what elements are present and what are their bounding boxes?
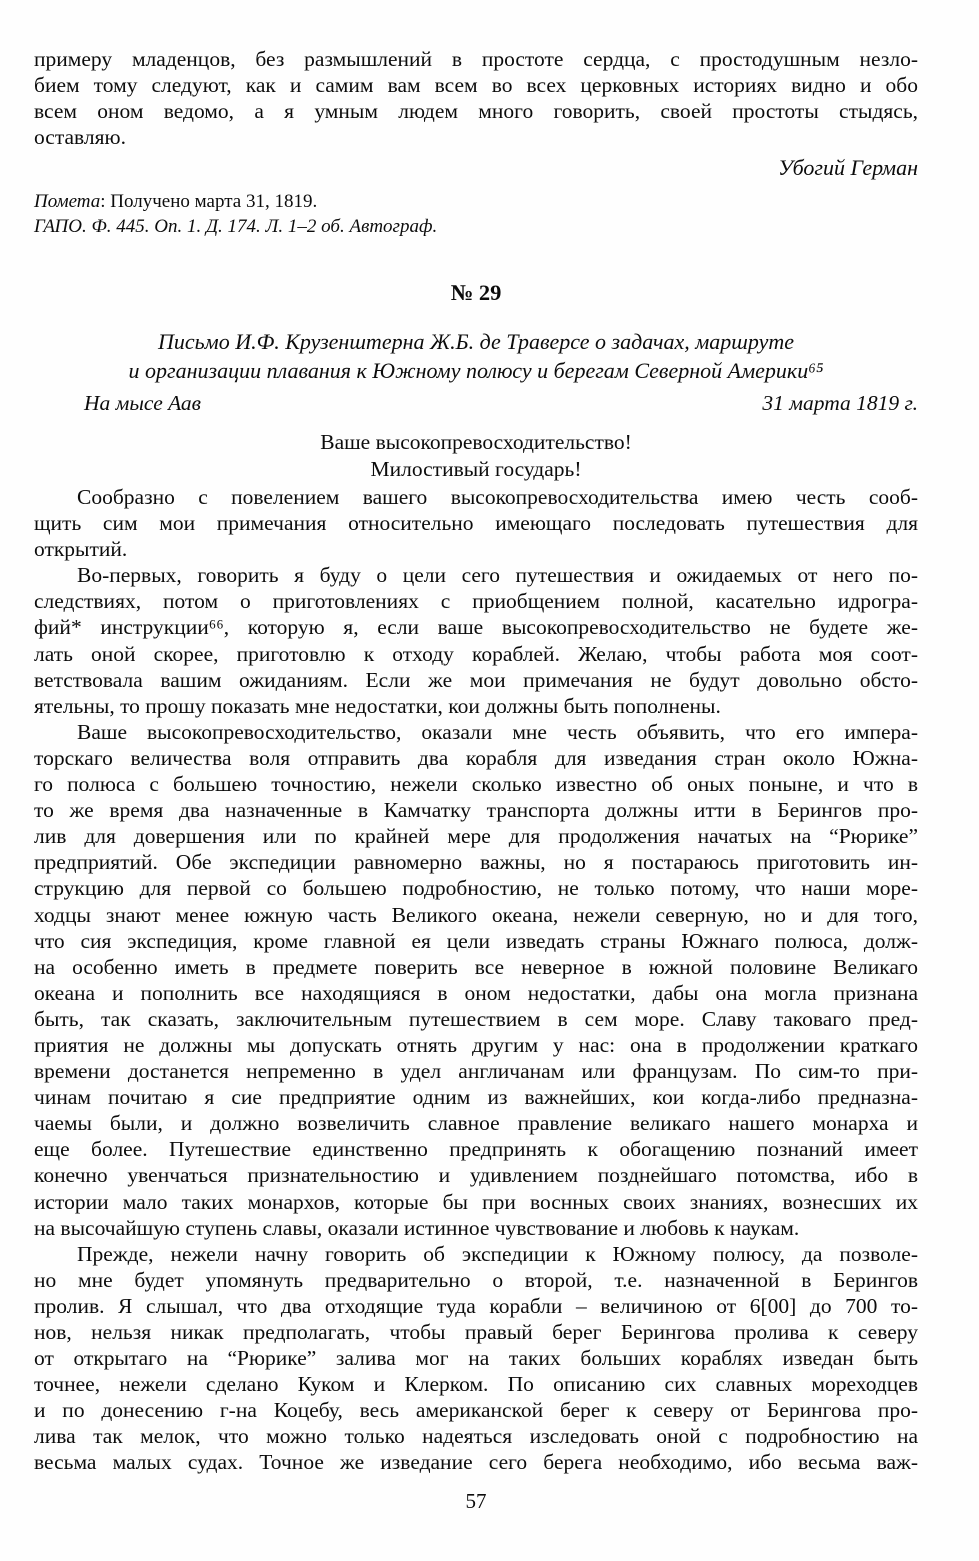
text-line: нов, нельзя никак предполагать, чтобы правый берег Берингова пролива к северу	[34, 1320, 918, 1344]
text-line: от открытаго на “Рюрике” залива мог на таких больших кораблях изведан быть	[34, 1346, 918, 1371]
text-line: торскаго величества воля отправить два корабля для изведания стран около Южна-	[34, 745, 918, 770]
text-line: примеру младенцов, без размышлений в простоте сердца, с простодушным незло-	[34, 47, 918, 71]
text-line: быть, так сказать, заключительным путешествием в сем море. Славу таковаго пред-	[34, 1006, 918, 1031]
date-written: 31 марта 1819 г.	[762, 391, 918, 415]
text-line: лать оной скорее, приготовлю к отходу кораблей. Желаю, чтобы работа моя соот-	[34, 641, 918, 666]
place-written: На мысе Аав	[84, 391, 202, 415]
text-line: чаемы были, и должно возвеличить славное правление великаго нашего монарха и	[34, 1111, 918, 1136]
text-line: времени достанется непременно в удел англичанам или французам. По сим-то при-	[34, 1059, 918, 1084]
text-line: фий* инструкции⁶⁶, которую я, если ваше высокопревосходительство не будете же-	[34, 615, 918, 640]
page-number: 57	[465, 1489, 487, 1513]
text-line: то же время два назначенные в Камчатку транспорта должны итти в Берингов про-	[34, 798, 918, 823]
text-line: Ваше высокопревосходительство, оказали мне честь объявить, что его импера-	[77, 719, 918, 744]
text-line: струкцию для первой со большею подробностию, не только потому, что наши море-	[34, 876, 918, 901]
text-line: предприятий. Обе экспедиции равномерно важны, но я постараюсь приготовить ин-	[34, 850, 918, 875]
text-line: бием тому следуют, как и самим вам всем во всех церковных историях видно и обо	[34, 73, 918, 97]
text-line: ветствовала вашим ожиданиям. Если же мои примечания не будут довольно обсто-	[34, 667, 918, 692]
archival-annotation	[34, 190, 918, 239]
text-line: ходцы знают менее южную часть Великого океана, нежели северную, но и для того,	[34, 902, 918, 927]
dateline	[34, 391, 918, 416]
text-line: пролив. Я слышал, что два отходящие туда корабли – величиною от 6[00] до 700 то-	[34, 1293, 918, 1318]
text-line: открытий.	[34, 537, 128, 562]
document-number: № 29	[450, 280, 502, 305]
letter-body	[34, 484, 918, 1476]
text-line: океана и пополнить все находящияся в оном недостатки, дабы она могла признана	[34, 980, 918, 1005]
text-line: ятельны, то прошу показать мне недостатки, кои должны быть пополнены.	[34, 693, 721, 718]
text-line: но мне будет упомянуть предварительно о второй, т.е. назначенной в Берингов	[34, 1267, 918, 1292]
text-line: чинам почитаю я сие предприятие одним из важнейших, кои когда-либо предназна-	[34, 1085, 918, 1110]
salutation-line: Ваше высокопревосходительство!	[320, 430, 632, 454]
document-title	[34, 327, 918, 385]
text-line: лива так мелок, что можно только надеяться изследовать оной с подробностию на	[34, 1424, 918, 1449]
text-line: всем оном ведомо, а я умным людем много говорить, своей простоты стыдясь,	[34, 99, 918, 123]
text-line: приятия не должны мы допускать отнять другим у нас: она в продолжении краткаго	[34, 1032, 918, 1057]
text-line: на особенно иметь в предмете поверить все неверное в южной половине Великаго	[34, 954, 918, 979]
text-line: еще более. Путешествие единственно предпринять к обогащению познаний имеет	[34, 1137, 918, 1162]
text-line: весьма малых судах. Точное же изведание сего берега необходимо, ибо весьма важ-	[34, 1450, 918, 1475]
text-line: и по донесению г-на Коцебу, весь американской берег к северу от Берингова про-	[34, 1398, 918, 1423]
text-line: щить сим мои примечания относительно имеющаго последовать путешествия для	[34, 511, 918, 536]
annotation-text: : Получено марта 31, 1819.	[100, 191, 318, 212]
salutation	[34, 429, 918, 482]
text-line: Сообразно с повелением вашего высокопревосходительства имею честь сооб-	[77, 485, 918, 509]
text-line: лив для довершения или по крайней мере для продолжения начатых на “Рюрике”	[34, 824, 918, 849]
text-line: конечно увенчаться признательностию и удивлением позднейшаго потомства, ибо в	[34, 1163, 918, 1188]
text-line: Прежде, нежели начну говорить об экспедиции к Южному полюсу, да позволе-	[77, 1241, 918, 1266]
text-line: го полюса с большею точностию, нежели сколько известно об оных поныне, и что в	[34, 772, 918, 797]
title-line: и организации плавания к Южному полюсу и берегам Северной Америки⁶⁵	[128, 358, 824, 383]
text-line: Во-первых, говорить я буду о цели сего путешествия и ожидаемых от него по-	[77, 563, 918, 588]
signature: Убогий Герман	[778, 155, 918, 180]
text-line: истории мало таких монархов, которые бы при воснных своих знаниях, вознесших их	[34, 1189, 918, 1214]
text-line: точнее, нежели сделано Куком и Клерком. По описанию сих славных мореходцев	[34, 1372, 918, 1397]
annotation-line	[34, 190, 918, 215]
text-line: следствиях, потом о приготовлениях с приобщением полной, касательно идрогра-	[34, 589, 918, 614]
annotation-label: Помета	[34, 191, 101, 212]
salutation-line: Милостивый государь!	[370, 456, 582, 481]
archive-reference: ГАПО. Ф. 445. Оп. 1. Д. 174. Л. 1–2 об. Автограф.	[34, 215, 438, 237]
text-line: что сия экспедиция, кроме главной ея цели изведать страны Южнаго полюса, долж-	[34, 928, 918, 953]
text-line: на высочайшую ступень славы, оказали истинное чувствование и любовь к наукам.	[34, 1215, 800, 1240]
previous-letter-closing	[34, 46, 918, 150]
text-line: оставляю.	[34, 125, 126, 149]
title-line: Письмо И.Ф. Крузенштерна Ж.Б. де Траверсе о задачах, маршруте	[157, 329, 794, 354]
